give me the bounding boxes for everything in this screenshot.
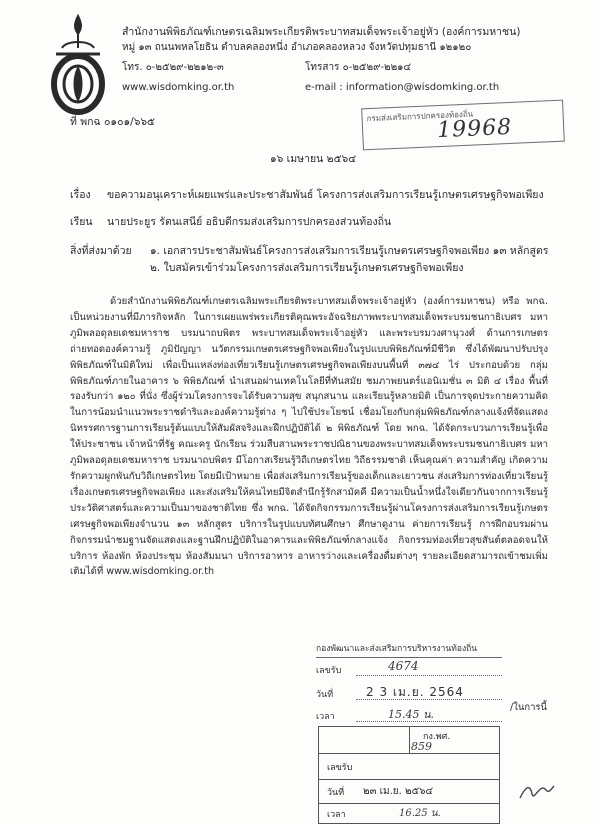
receipt-date-value: ๒๓ เม.ย. ๒๕๖๔ — [363, 786, 434, 797]
receipt-no-value: 4674 — [388, 659, 419, 673]
receipt-time-label: เวลา — [316, 712, 335, 722]
attachments-label: สิ่งที่ส่งมาด้วย — [70, 245, 132, 257]
org-name: สำนักงานพิพิธภัณฑ์เกษตรเฉลิมพระเกียรติพระบาทสมเด็จพระเจ้าอยู่หัว (องค์การมหาชน) — [122, 26, 521, 38]
receipt-time-label: เวลา — [327, 810, 346, 820]
subject-text: ขอความอนุเคราะห์เผยแพร่และประชาสัมพันธ์ โครงการส่งเสริมการเรียนรู้เกษตรเศรษฐกิจพอเพียง — [107, 189, 544, 201]
continuation-text: /ในการนี้ — [510, 702, 548, 713]
receipt-no-label: เลขรับ — [327, 763, 353, 773]
attachment-item: ๑. เอกสารประชาสัมพันธ์โครงการส่งเสริมการเรียนรู้เกษตรเศรษฐกิจพอเพียง ๑๓ หลักสูตร — [150, 245, 549, 257]
receipt-stamp-bottom — [318, 726, 500, 824]
recipient-text: นายประยูร รัตนเสนีย์ อธิบดีกรมส่งเสริมการปกครองส่วนท้องถิ่น — [107, 216, 392, 228]
receipt-stamp-header: กองพัฒนาและส่งเสริมการบริหารงานท้องถิ่น — [316, 641, 502, 658]
receipt-stamp-number: 19968 — [436, 114, 513, 144]
letter-body: ด้วยสำนักงานพิพิธภัณฑ์เกษตรเฉลิมพระเกียรติพระบาทสมเด็จพระเจ้าอยู่หัว (องค์การมหาชน) หรือ พกฉ. เป็นหน่วยงานที่มีภารกิจหลัก ในการเผยแพร่พระเกียรติคุณพระอัจฉริยภาพพระบาทสมเด็จพระบรมชนกาธิเบศร มหาภูมิพลอดุลยเดชมหาราช บรมนาถบพิตร พระบาทสมเด็จพระเจ้าอยู่หัว และพระบรมวงศานุวงศ์ ด้านการเกษตร ถ่ายทอดองค์ความรู้ ภูมิปัญญา นวัตกรรมเกษตรเศรษฐกิจพอเพียงในรูปแบบพิพิธภัณฑ์มีชีวิต ซึ่งได้พัฒนาปรับปรุงพิพิธภัณฑ์ในมิติใหม่ เพื่อเป็นแหล่งท่องเที่ยวเรียนรู้เกษตรเศรษฐกิจพอเพียงบนพื้นที่ ๓๗๔ ไร่ ประกอบด้วย กลุ่มพิพิธภัณฑ์ภายในอาคาร ๖ พิพิธภัณฑ์ นำเสนอผ่านเทคโนโลยีที่ทันสมัย ชมภาพยนตร์แอนิเมชั่น ๓ มิติ ๔ เรื่อง พื้นที่รองรับกว่า ๑๒๐ ที่นั่ง ซึ่งผู้ร่วมโครงการจะได้รับความสุข สนุกสนาน และเรียนรู้หลายมิติ เป็นการจุดประกายความคิด ในการน้อมนำแนวพระราชดำริและองค์ความรู้ต่าง ๆ ไปใช้ประโยชน์ เชื่อมโยงกับกลุ่มพิพิธภัณฑ์กลางแจ้งที่จัดแสดงนิทรรศการฐานการเรียนรู้ต้นแบบให้สัมผัสจริงและฝึกปฏิบัติได้ ๒ พิพิธภัณฑ์ โดย พกฉ. ได้จัดกระบวนการเรียนรู้เพื่อให้ประชาชน เจ้าหน้าที่รัฐ คณะครู นักเรียน ร่วมสืบสานพระราชปณิธานของพระบาทสมเด็จพระบรมชนกาธิเบศร มหาภูมิพลอดุลยเดชมหาราช บรมนาถบพิตร มีโอกาสเรียนรู้วิถีเกษตรไทย วิถีธรรมชาติ เห็นคุณค่า ความสำคัญ เกิดความรักความผูกพันกับวิถีเกษตรไทย โดยมีเป้าหมาย เพื่อส่งเสริมการเรียนรู้ของเด็กและเยาวชน ส่งเสริมการท่องเที่ยวเรียนรู้เรื่องเกษตรเศรษฐกิจพอเพียง และส่งเสริมให้คนไทยมีจิตสำนึกรู้รักสามัคคี มีความเป็นน้ำหนึ่งใจเดียวกันจากการเรียนรู้ประวัติศาสตร์และความเป็นมาของชาติไทย ซึ่ง พกฉ. ได้จัดกิจกรรมการเรียนรู้ผ่านโครงการส่งเสริมการเรียนรู้เกษตรเศรษฐกิจพอเพียงจำนวน ๑๓ หลักสูตร บริการในรูปแบบทัศนศึกษา ศึกษาดูงาน ค่ายการเรียนรู้ การฝึกอบรมผ่านกิจกรรมนำชมฐานจัดแสดงและฐานฝึกปฏิบัติในอาคารและพิพิธภัณฑ์กลางแจ้ง กิจกรรมท่องเที่ยวสุขสันต์ตลอดจนให้บริการ ห้องพัก ห้องประชุม ห้องสัมมนา บริการอาหาร อาหารว่างและเครื่องดื่มต่างๆ รายละเอียดสามารถเข้าชมเพิ่มเติมได้ที่ www.wisdomking.or.th — [70, 296, 548, 578]
org-fax: โทรสาร ๐-๒๕๒๙-๒๒๑๔ — [305, 62, 412, 73]
reference-number: ที่ พกฉ ๐๑๐๑/๖๖๕ — [70, 116, 155, 128]
receipt-no-row — [316, 659, 502, 677]
receipt-stamp-top — [361, 100, 565, 151]
organization-logo-icon — [44, 14, 112, 118]
receipt-time-value: 16.25 น. — [399, 808, 441, 819]
receipt-date-label: วันที่ — [327, 788, 345, 798]
org-email: e-mail : information@wisdomking.or.th — [305, 82, 500, 93]
org-telephone: โทร. ๐-๒๕๒๙-๒๒๑๒-๓ — [122, 62, 224, 73]
receipt-stamp-title: กรมส่งเสริมการปกครองท้องถิ่น — [366, 109, 474, 124]
receipt-date-row — [316, 687, 502, 701]
receipt-dept: กง.พศ. — [423, 732, 451, 742]
recipient-line — [70, 213, 391, 230]
receipt-time-row — [316, 709, 502, 723]
org-website: www.wisdomking.or.th — [122, 82, 235, 93]
letter-date: ๑๖ เมษายน ๒๕๖๔ — [270, 153, 357, 165]
subject-label: เรื่อง — [70, 189, 91, 201]
receipt-date-value: 2 3 เม.ย. 2564 — [366, 685, 464, 699]
receipt-time-value: 15.45 น. — [388, 708, 435, 721]
attachment-item: ๒. ใบสมัครเข้าร่วมโครงการส่งเสริมการเรียนรู้เกษตรเศรษฐกิจพอเพียง — [150, 262, 464, 274]
receipt-date-label: วันที่ — [316, 690, 334, 700]
signature-scribble-icon — [516, 776, 556, 806]
receipt-no-label: เลขรับ — [316, 666, 342, 676]
subject-line — [70, 186, 544, 203]
org-address: หมู่ ๑๓ ถนนพหลโยธิน ตำบลคลองหนึ่ง อำเภอคลองหลวง จังหวัดปทุมธานี ๑๒๑๒๐ — [122, 42, 472, 53]
receipt-no-value: 859 — [411, 740, 432, 753]
recipient-label: เรียน — [70, 216, 93, 228]
